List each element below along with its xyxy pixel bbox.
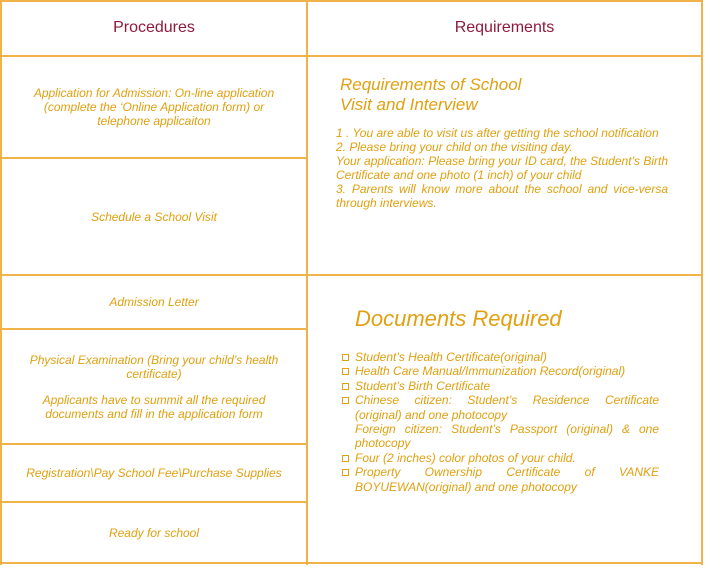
list-item: Student’s Health Certificate(original) xyxy=(342,350,659,364)
table-column-divider xyxy=(306,0,308,565)
documents-list xyxy=(342,350,659,494)
visit-requirements-title: Requirements of School Visit and Interview xyxy=(340,75,522,114)
checkbox-icon xyxy=(342,469,349,476)
procedure-ready: Ready for school xyxy=(108,525,200,540)
documents-required-title: Documents Required xyxy=(355,306,562,331)
table-border-bottom xyxy=(0,562,703,564)
checkbox-icon xyxy=(342,354,349,361)
visit-requirements-list xyxy=(336,126,668,210)
list-item: 1 . You are able to visit us after getting the school notification xyxy=(336,126,659,140)
checkbox-icon xyxy=(342,368,349,375)
checkbox-icon xyxy=(342,383,349,390)
procedures-header: Procedures xyxy=(113,19,195,36)
checkbox-icon xyxy=(342,455,349,462)
list-item: Health Care Manual/Immunization Record(original) xyxy=(342,364,659,378)
list-item: 2. Please bring your child on the visiting day. xyxy=(336,140,573,154)
table-border-right xyxy=(701,0,703,565)
procedure-admission-letter: Admission Letter xyxy=(109,295,199,309)
procedure-school-visit: Schedule a School Visit xyxy=(91,209,217,224)
procedure-application: Application for Admission: On-line application (complete the ‘Online Application form) or telephone applicaiton xyxy=(33,86,275,128)
list-item: 3. Parents will know more about the school and vice-versa through interviews. xyxy=(336,182,668,210)
physical-exam-text: Physical Examination (Bring your child’s health certificate) xyxy=(29,352,279,381)
list-item: Four (2 inches) color photos of your child. xyxy=(342,451,659,465)
requirements-header: Requirements xyxy=(454,19,555,36)
submit-documents-text: Applicants have to summit all the required documents and fill in the application form xyxy=(42,392,266,421)
procedure-registration: Registration\Pay School Fee\Purchase Supplies xyxy=(26,466,282,480)
procedure-physical-exam xyxy=(2,330,306,443)
list-item: Student’s Birth Certificate xyxy=(342,379,659,393)
checkbox-icon xyxy=(342,397,349,404)
list-item: Property Ownership Certificate of VANKE BOYUEWAN(original) and one photocopy xyxy=(342,465,659,494)
list-item: Chinese citizen: Student’s Residence Certificate (original) and one photocopy Foreign citizen: Student’s Passport (original) & one photocopy xyxy=(342,393,659,451)
list-item: Your application: Please bring your ID card, the Student’s Birth Certificate and one photo (1 inch) of your child xyxy=(336,154,668,182)
